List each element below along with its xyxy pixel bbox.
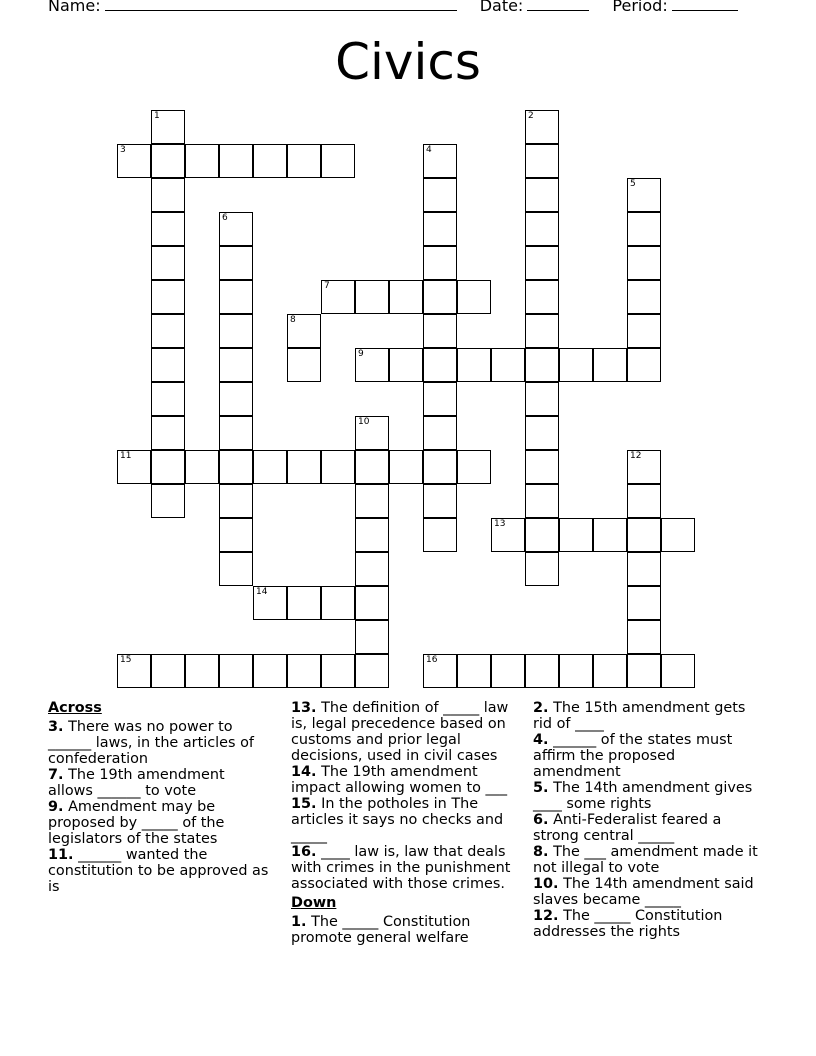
grid-number: 14 (256, 587, 268, 597)
grid-cell[interactable] (151, 246, 185, 280)
grid-cell[interactable] (355, 552, 389, 586)
grid-cell[interactable] (525, 280, 559, 314)
grid-cell[interactable] (287, 348, 321, 382)
grid-cell[interactable] (355, 450, 389, 484)
across-heading: Across (48, 700, 102, 716)
grid-cell[interactable] (321, 654, 355, 688)
grid-cell[interactable] (525, 348, 559, 382)
grid-number: 7 (324, 281, 330, 291)
down-clue-6: 6. Anti-Federalist feared a strong central _____ (533, 812, 722, 844)
grid-number: 4 (426, 145, 432, 155)
grid-cell[interactable] (423, 348, 457, 382)
grid-cell[interactable] (457, 280, 491, 314)
grid-cell[interactable] (627, 212, 661, 246)
across-clue-11: 11. ______ wanted the constitution to be approved as is (48, 847, 269, 895)
grid-cell[interactable] (117, 450, 151, 484)
grid-cell[interactable] (219, 450, 253, 484)
grid-cell[interactable] (253, 586, 287, 620)
grid-cell[interactable] (151, 484, 185, 518)
clue-column-3 (533, 700, 759, 940)
grid-cell[interactable] (423, 654, 457, 688)
grid-cell[interactable] (389, 348, 423, 382)
grid-cell[interactable] (151, 654, 185, 688)
across-clue-13: 13. The definition of _____ law is, legal precedence based on customs and prior legal decisions, used in civil cases (291, 700, 509, 764)
across-clue-9: 9. Amendment may be proposed by _____ of the legislators of the states (48, 799, 225, 847)
grid-cell[interactable] (525, 518, 559, 552)
grid-cell[interactable] (559, 654, 593, 688)
grid-cell[interactable] (151, 178, 185, 212)
grid-cell[interactable] (491, 654, 525, 688)
grid-cell[interactable] (355, 654, 389, 688)
grid-cell[interactable] (627, 654, 661, 688)
grid-number: 1 (154, 111, 160, 121)
across-clue-7: 7. The 19th amendment allows ______ to vote (48, 767, 225, 799)
grid-cell[interactable] (593, 348, 627, 382)
grid-cell[interactable] (355, 620, 389, 654)
grid-cell[interactable] (525, 654, 559, 688)
grid-cell[interactable] (287, 586, 321, 620)
grid-cell[interactable] (151, 450, 185, 484)
grid-cell[interactable] (423, 246, 457, 280)
grid-number: 3 (120, 145, 126, 155)
grid-cell[interactable] (525, 484, 559, 518)
grid-cell[interactable] (151, 416, 185, 450)
grid-cell[interactable] (151, 144, 185, 178)
grid-cell[interactable] (185, 144, 219, 178)
grid-cell[interactable] (321, 450, 355, 484)
grid-cell[interactable] (355, 416, 389, 450)
grid-cell[interactable] (627, 280, 661, 314)
grid-cell[interactable] (627, 178, 661, 212)
down-clue-10: 10. The 14th amendment said slaves became _____ (533, 876, 754, 908)
grid-cell[interactable] (355, 348, 389, 382)
grid-cell[interactable] (389, 450, 423, 484)
grid-cell[interactable] (525, 246, 559, 280)
grid-cell[interactable] (627, 518, 661, 552)
grid-cell[interactable] (219, 280, 253, 314)
grid-cell[interactable] (661, 654, 695, 688)
grid-cell[interactable] (525, 314, 559, 348)
grid-cell[interactable] (457, 348, 491, 382)
grid-cell[interactable] (423, 450, 457, 484)
down-clue-5: 5. The 14th amendment gives ____ some rights (533, 780, 753, 812)
grid-cell[interactable] (355, 280, 389, 314)
grid-cell[interactable] (627, 586, 661, 620)
grid-cell[interactable] (627, 314, 661, 348)
grid-cell[interactable] (117, 144, 151, 178)
grid-cell[interactable] (151, 382, 185, 416)
grid-cell[interactable] (423, 178, 457, 212)
grid-cell[interactable] (219, 552, 253, 586)
grid-cell[interactable] (661, 518, 695, 552)
grid-number: 9 (358, 349, 364, 359)
grid-cell[interactable] (525, 416, 559, 450)
grid-cell[interactable] (423, 416, 457, 450)
grid-cell[interactable] (151, 110, 185, 144)
down-clue-4: 4. ______ of the states must affirm the proposed amendment (533, 732, 733, 780)
grid-cell[interactable] (287, 450, 321, 484)
grid-cell[interactable] (219, 416, 253, 450)
grid-cell[interactable] (219, 484, 253, 518)
grid-number: 8 (290, 315, 296, 325)
across-clue-16: 16. ____ law is, law that deals with crimes in the punishment associated with those crimes. (291, 844, 511, 892)
clue-list (48, 700, 788, 960)
grid-cell[interactable] (627, 450, 661, 484)
grid-cell[interactable] (219, 348, 253, 382)
down-heading: Down (291, 895, 337, 911)
grid-cell[interactable] (525, 144, 559, 178)
grid-cell[interactable] (219, 654, 253, 688)
grid-cell[interactable] (491, 348, 525, 382)
grid-cell[interactable] (559, 348, 593, 382)
grid-number: 6 (222, 213, 228, 223)
name-label: Name: (48, 0, 101, 15)
grid-cell[interactable] (321, 586, 355, 620)
grid-cell[interactable] (457, 654, 491, 688)
grid-cell[interactable] (559, 518, 593, 552)
grid-cell[interactable] (219, 314, 253, 348)
grid-cell[interactable] (423, 484, 457, 518)
grid-cell[interactable] (219, 246, 253, 280)
grid-cell[interactable] (321, 144, 355, 178)
grid-cell[interactable] (117, 654, 151, 688)
grid-cell[interactable] (457, 450, 491, 484)
grid-cell[interactable] (423, 518, 457, 552)
grid-cell[interactable] (219, 382, 253, 416)
grid-cell[interactable] (151, 314, 185, 348)
grid-number: 10 (358, 417, 370, 427)
grid-cell[interactable] (525, 450, 559, 484)
grid-cell[interactable] (355, 586, 389, 620)
grid-cell[interactable] (253, 654, 287, 688)
grid-cell[interactable] (219, 144, 253, 178)
clue-column-1 (48, 700, 274, 895)
down-clue-12: 12. The _____ Constitution addresses the rights (533, 908, 723, 940)
grid-cell[interactable] (593, 654, 627, 688)
grid-cell[interactable] (525, 110, 559, 144)
grid-number: 5 (630, 179, 636, 189)
grid-cell[interactable] (627, 246, 661, 280)
clue-column-2 (291, 700, 517, 946)
date-label: Date: (479, 0, 524, 15)
grid-cell[interactable] (423, 382, 457, 416)
grid-cell[interactable] (525, 178, 559, 212)
grid-number: 15 (120, 655, 132, 665)
grid-cell[interactable] (525, 552, 559, 586)
puzzle-title: Civics (335, 33, 481, 91)
grid-cell[interactable] (253, 144, 287, 178)
grid-cell[interactable] (253, 450, 287, 484)
grid-cell[interactable] (593, 518, 627, 552)
grid-cell[interactable] (423, 280, 457, 314)
grid-cell[interactable] (219, 212, 253, 246)
grid-cell[interactable] (287, 144, 321, 178)
grid-cell[interactable] (287, 654, 321, 688)
down-clue-8: 8. The ___ amendment made it not illegal to vote (533, 844, 758, 876)
grid-cell[interactable] (491, 518, 525, 552)
grid-cell[interactable] (355, 518, 389, 552)
grid-cell[interactable] (151, 280, 185, 314)
grid-number: 11 (120, 451, 132, 461)
down-clue-2: 2. The 15th amendment gets rid of ____ (533, 700, 746, 732)
grid-cell[interactable] (627, 620, 661, 654)
across-clue-3: 3. There was no power to ______ laws, in the articles of confederation (48, 719, 254, 767)
grid-cell[interactable] (627, 552, 661, 586)
grid-cell[interactable] (185, 450, 219, 484)
across-clue-15: 15. In the potholes in The articles it says no checks and _____ (291, 796, 504, 844)
down-clue-1: 1. The _____ Constitution promote general welfare (291, 914, 471, 946)
grid-number: 13 (494, 519, 506, 529)
across-clue-14: 14. The 19th amendment impact allowing women to ___ (291, 764, 508, 796)
grid-cell[interactable] (423, 144, 457, 178)
grid-cell[interactable] (423, 212, 457, 246)
grid-cell[interactable] (151, 212, 185, 246)
grid-number: 2 (528, 111, 534, 121)
grid-number: 16 (426, 655, 438, 665)
grid-cell[interactable] (627, 484, 661, 518)
grid-cell[interactable] (151, 348, 185, 382)
grid-cell[interactable] (219, 518, 253, 552)
grid-cell[interactable] (321, 280, 355, 314)
grid-cell[interactable] (525, 382, 559, 416)
grid-cell[interactable] (627, 348, 661, 382)
grid-cell[interactable] (525, 212, 559, 246)
grid-cell[interactable] (355, 484, 389, 518)
grid-cell[interactable] (287, 314, 321, 348)
grid-number: 12 (630, 451, 642, 461)
period-label: Period: (612, 0, 668, 15)
grid-cell[interactable] (423, 314, 457, 348)
grid-cell[interactable] (185, 654, 219, 688)
grid-cell[interactable] (389, 280, 423, 314)
